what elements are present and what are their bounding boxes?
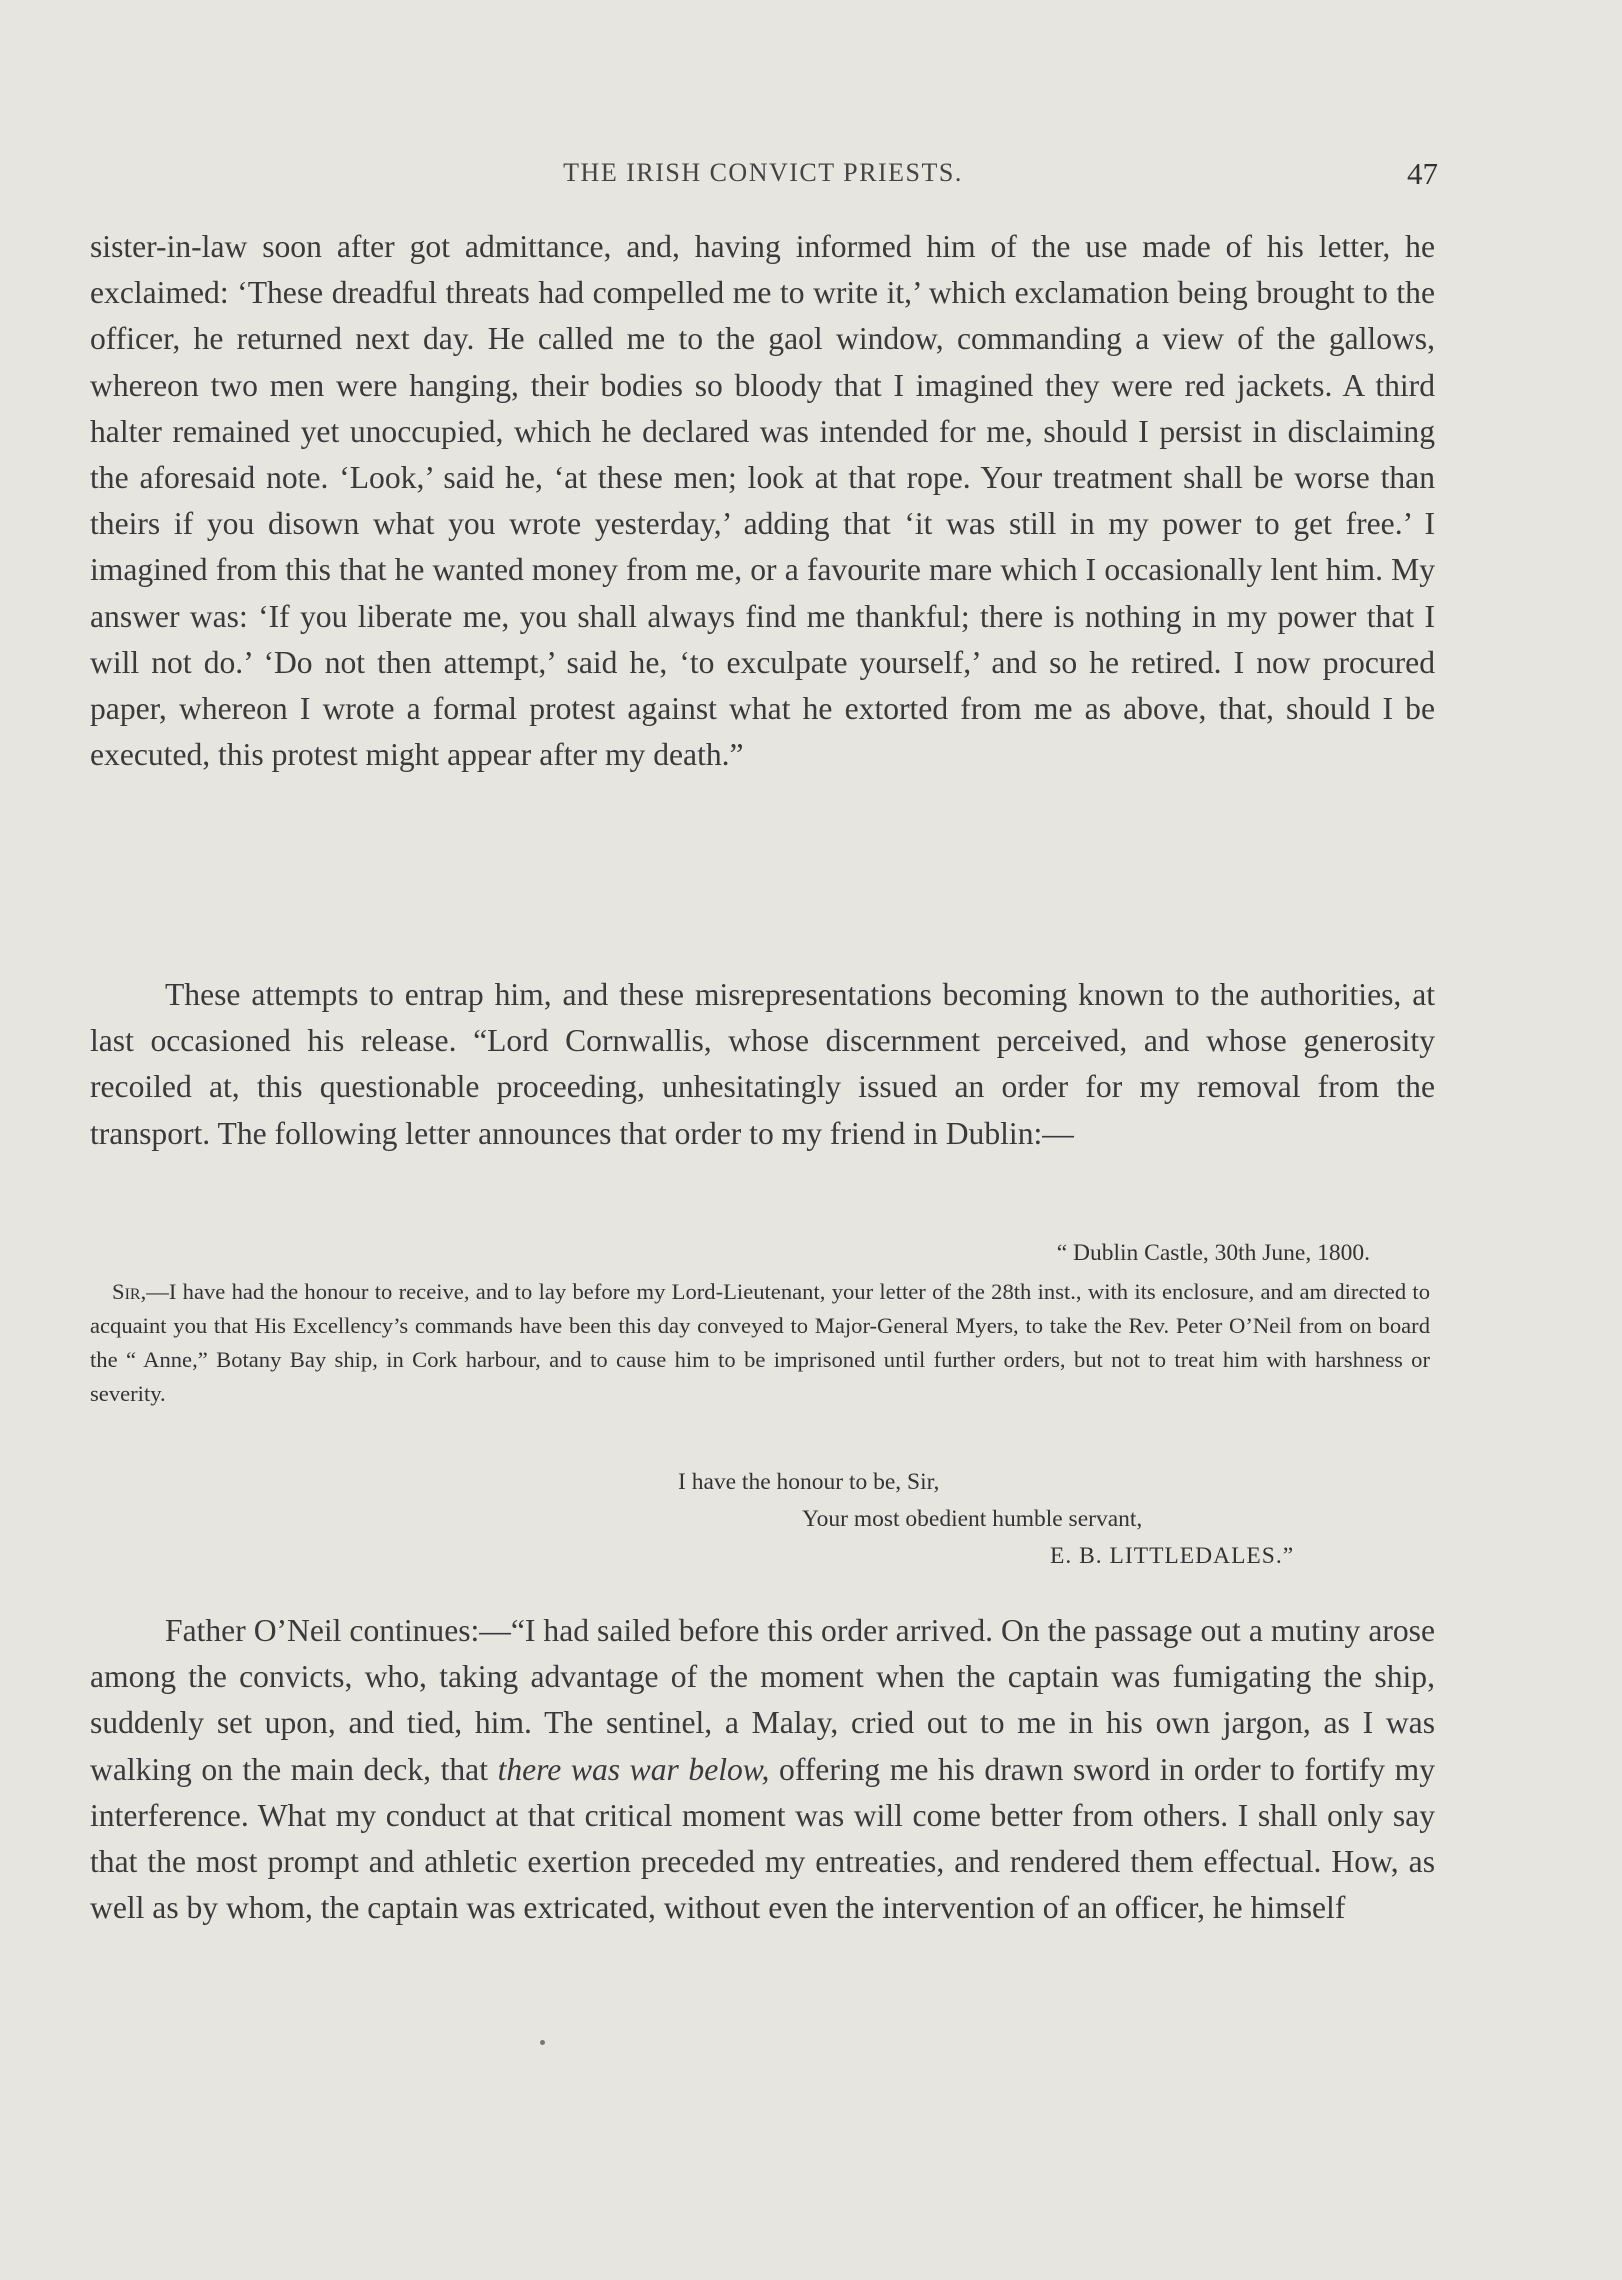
body-paragraph-mutiny xyxy=(90,1608,1435,1931)
letter-signature: E. B. LITTLEDALES.” xyxy=(1050,1543,1295,1569)
paragraph-2: These attempts to entrap him, and these misrepresentations becoming known to the authorities, at last occasioned his release. “Lord Cornwallis, whose discernment perceived, and whose generosity recoiled at, this questionable proceeding, unhesitatingly issued an order for my removal from the transport. The following letter announces that order to my friend in Dublin:— xyxy=(90,977,1435,1151)
paper-speck xyxy=(540,2040,545,2045)
letter-closing-1: I have the honour to be, Sir, xyxy=(678,1469,940,1495)
paragraph-3-text-a: Father O’Neil continues:—“I had sailed before this order arrived. On the passage out a mutiny arose among the convicts, who, taking advantage of the moment when the captain was fumigating the ship, suddenly set upon, and tied, him. The sentinel, a Malay, cried out to me in his own jargon, as I was walking on the main deck, that xyxy=(90,1613,1435,1787)
letter-text: —I have had the honour to receive, and to lay before my Lord-Lieutenant, your letter of the 28th inst., with its enclosure, and am directed to acquaint you that His Excellency’s commands have been this day conveyed to Major-General Myers, to take the Rev. Peter O’Neil from on board the “ Anne,” Botany Bay ship, in Cork harbour, and to cause him to be imprisoned until further orders, but not to treat him with harshness or severity. xyxy=(90,1279,1430,1406)
letter-closing-2: Your most obedient humble servant, xyxy=(802,1506,1143,1532)
letter-paragraph xyxy=(90,1275,1430,1411)
letter-salutation: Sir, xyxy=(112,1279,147,1304)
body-paragraph-release xyxy=(90,972,1435,1157)
paragraph-3 xyxy=(90,1608,1435,1931)
body-paragraph-continued xyxy=(90,224,1435,778)
paragraph-3-text-b: offering me his drawn sword in order to fortify my interference. What my conduct at that critical moment was will come better from others. I shall only say that the most prompt and athletic exertion preceded my entreaties, and rendered them effectual. How, as well as by whom, the captain was extricated, without even the intervention of an officer, he himself xyxy=(90,1751,1436,1926)
running-head xyxy=(88,158,1438,198)
paragraph-1: sister-in-law soon after got admittance, and, having informed him of the use made of his letter, he exclaimed: ‘These dreadful threats had compelled me to write it,’ which exclamation being brought to the officer, he returned next day. He called me to the gaol window, commanding a view of the gallows, whereon two men were hanging, their bodies so bloody that I imagined they were red jackets. A third halter remained yet unoccupied, which he declared was intended for me, should I persist in disclaiming the aforesaid note. ‘Look,’ said he, ‘at these men; look at that rope. Your treatment shall be worse than theirs if you disown what you wrote yesterday,’ adding that ‘it was still in my power to get free.’ I imagined from this that he wanted money from me, or a favourite mare which I occasionally lent him. My answer was: ‘If you liberate me, you shall always find me thankful; there is nothing in my power that I will not do.’ ‘Do not then attempt,’ said he, ‘to exculpate yourself,’ and so he retired. I now procured paper, whereon I wrote a formal protest against what he extorted from me as above, that, should I be executed, this protest might appear after my death.” xyxy=(90,229,1435,773)
letter-dateline: “ Dublin Castle, 30th June, 1800. xyxy=(1056,1240,1370,1266)
letter-body xyxy=(90,1275,1430,1411)
page-number: 47 xyxy=(1407,156,1438,191)
running-title: THE IRISH CONVICT PRIESTS. xyxy=(563,158,963,187)
paragraph-3-italic: there was war below, xyxy=(497,1751,770,1787)
